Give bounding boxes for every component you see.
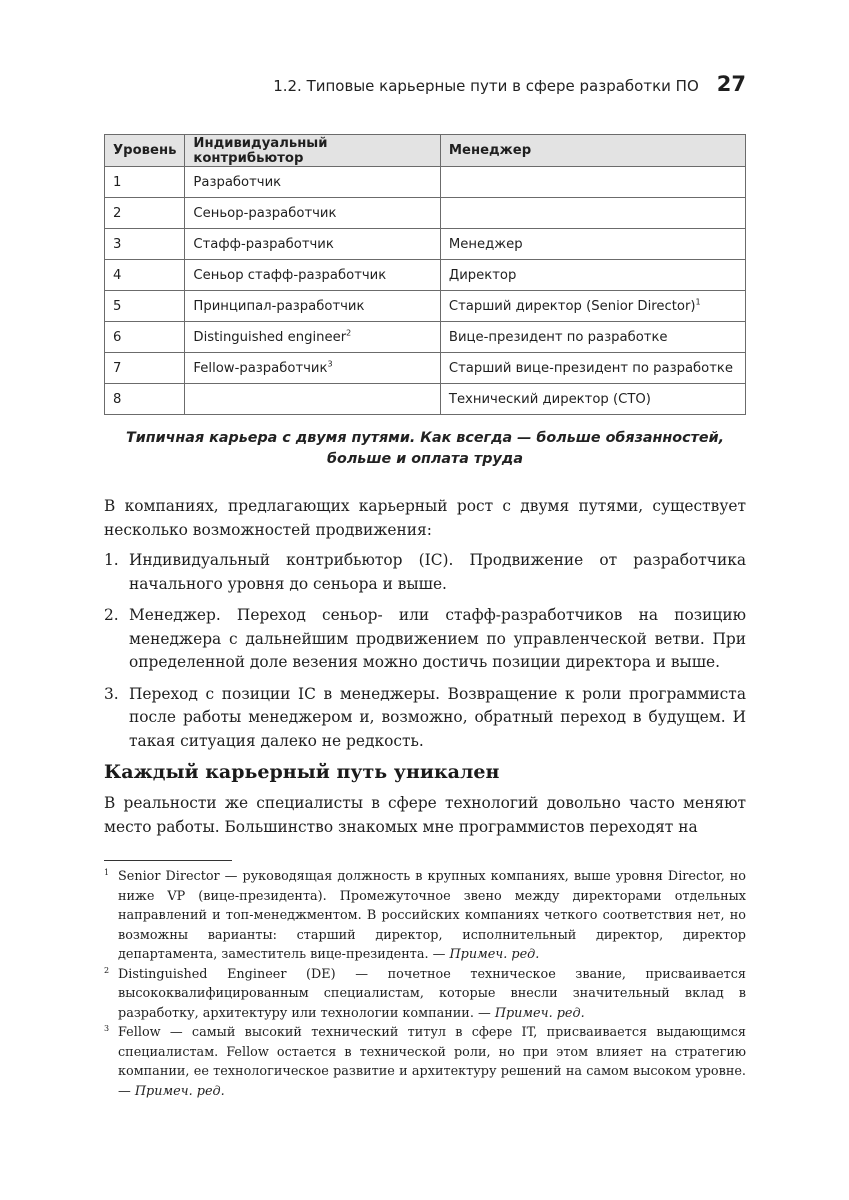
footnote [104,1023,746,1101]
manager-title: Менеджер [448,236,523,252]
level-cell: 8 [105,384,185,415]
ic-cell [185,260,440,291]
footnote-text: Senior Director — руководящая должность в крупных компаниях, выше уровня Director, но ниже VP (вице-президента). Промежуточное звено между директорами отдельных направлений и топ-менеджментом. В российских компаниях четкого соответствия нет, но возможны варианты: старший директор, исполнительный директор, директор департамента, заместитель вице-президента. — [118,869,746,962]
table-row [105,260,746,291]
list-item-text: Переход с позиции IC в менеджеры. Возвращение к роли программиста после работы менеджером и, возможно, обратный переход в будущем. И такая ситуация далеко не редкость. [129,684,746,750]
list-number: 2. [104,606,119,624]
footnote-mark: 2 [104,965,110,975]
level-cell: 2 [105,198,185,229]
level-cell: 5 [105,291,185,322]
editor-note: Примеч. ред. [449,947,540,962]
manager-cell [440,229,745,260]
column-header-level: Уровень [105,135,185,167]
footnote-ref[interactable]: 3 [327,359,333,369]
ic-title: Distinguished engineer [193,329,347,345]
ic-cell [185,229,440,260]
level-cell: 4 [105,260,185,291]
ic-title: Сеньор стафф-разработчик [193,267,387,283]
level-cell: 7 [105,353,185,384]
running-header [104,72,746,96]
manager-title: Старший директор (Senior Director) [448,298,696,314]
manager-cell [440,322,745,353]
list-number: 3. [104,684,119,703]
manager-title: Директор [448,267,517,283]
ic-cell [185,167,440,198]
list-number: 1. [104,551,119,569]
ic-cell [185,353,440,384]
section-heading: Каждый карьерный путь уникален [104,761,500,783]
table-row [105,167,746,198]
page-number: 27 [716,72,746,96]
table-header-row [105,135,746,167]
manager-cell [440,260,745,291]
manager-cell [440,198,745,229]
ic-title: Сеньор-разработчик [193,205,337,221]
editor-note: Примеч. ред. [494,1005,585,1021]
footnote [104,867,746,965]
ic-cell [185,322,440,353]
list-item [104,683,746,754]
ic-title: Разработчик [193,174,282,190]
manager-cell [440,291,745,322]
ic-title: Принципал-разработчик [193,298,365,314]
table-row [105,198,746,229]
list-item-text: Менеджер. Переход сеньор- или стафф-разработчиков на позицию менеджера с дальнейшим продвижением по управленческой ветви. При определенной доле везения можно достичь позиции директора и выше. [129,606,746,671]
ic-cell [185,198,440,229]
table-row [105,384,746,415]
caption-line: больше и оплата труда [327,451,523,467]
table-row [105,322,746,353]
section-title: 1.2. Типовые карьерные пути в сфере разработки ПО [273,77,699,95]
level-cell: 6 [105,322,185,353]
table-row [105,291,746,322]
list-item [104,549,746,596]
ic-cell [185,291,440,322]
ic-title: Fellow-разработчик [193,360,328,376]
footnote-mark: 1 [104,868,110,877]
advancement-list [104,549,746,761]
manager-title: Старший вице-президент по разработке [448,360,734,376]
section-paragraph: В реальности же специалисты в сфере технологий довольно часто меняют место работы. Большинство знакомых мне программистов переходят на [104,794,746,836]
caption-line: Типичная карьера с двумя путями. Как всегда — больше обязанностей, [125,430,725,446]
table-caption [104,428,746,470]
manager-cell [440,167,745,198]
list-item-text: Индивидуальный контрибьютор (IC). Продвижение от разработчика начального уровня до сеньора и выше. [129,551,746,593]
career-table [104,134,746,415]
manager-cell [440,353,745,384]
footnote-ref[interactable]: 2 [346,328,352,338]
column-header-manager: Менеджер [440,135,745,167]
ic-cell [185,384,440,415]
footnote-mark: 3 [104,1024,110,1033]
manager-title: Вице-президент по разработке [448,329,668,345]
table-row [105,229,746,260]
footnote-divider [104,860,232,861]
manager-cell [440,384,745,415]
editor-note: Примеч. ред. [134,1083,225,1099]
manager-title: Технический директор (CTO) [448,391,651,407]
footnote-ref[interactable]: 1 [695,297,701,307]
footnote-text: Fellow — самый высокий технический титул в сфере IT, присваивается выдающимся специалистам. Fellow остается в технической роли, но при этом влияет на стратегию компании, ее технологическое развитие и архитектуру решений на самом высоком уровне. — [118,1025,746,1099]
level-cell: 3 [105,229,185,260]
level-cell: 1 [105,167,185,198]
column-header-ic: Индивидуальный контрибьютор [185,135,440,167]
intro-paragraph: В компаниях, предлагающих карьерный рост с двумя путями, существует несколько возможностей продвижения: [104,497,746,539]
ic-title: Стафф-разработчик [193,236,334,252]
table-row [105,353,746,384]
footnote [104,965,746,1024]
footnotes [104,867,746,1101]
list-item [104,604,746,675]
footnote-text: Distinguished Engineer (DE) — почетное техническое звание, присваивается высококвалифицированным специалистам, которые внесли значительный вклад в разработку, архитектуру или технологии компании. — [118,966,746,1021]
